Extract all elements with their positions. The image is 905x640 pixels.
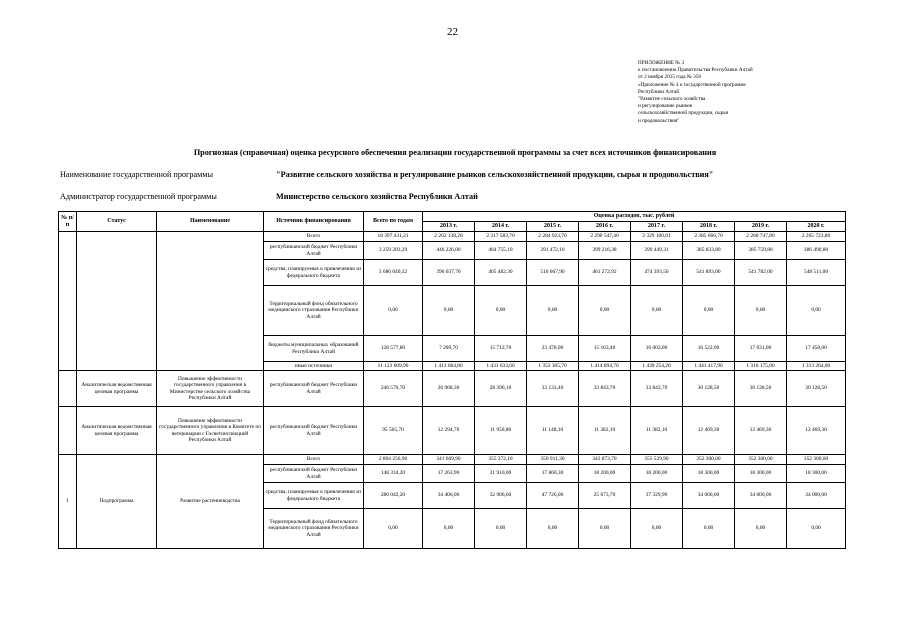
row-status: Подпрограмма — [77, 455, 157, 549]
appendix-line: «Приложение № 4 к государственной программе — [638, 81, 746, 88]
funding-source: иные источники — [264, 362, 364, 371]
year-value: 341 669,90 — [423, 455, 475, 465]
year-value: 12 469,30 — [683, 407, 735, 455]
year-value: 2 317 583,70 — [475, 232, 527, 242]
year-value: 2 263 138,20 — [423, 232, 475, 242]
year-value: 12 469,30 — [735, 407, 787, 455]
year-value: 0,00 — [527, 286, 579, 336]
year-value: 2 265 723,80 — [787, 232, 846, 242]
year-value: 352 300,00 — [787, 455, 846, 465]
header-name: Наименование — [157, 212, 264, 232]
financing-table — [58, 211, 846, 549]
year-value: 18 300,00 — [787, 465, 846, 483]
year-value: 34 406,00 — [423, 483, 475, 509]
year-value: 464 755,10 — [475, 242, 527, 260]
total-value: 280 042,20 — [364, 483, 423, 509]
header-num: № п/п — [59, 212, 77, 232]
document-title: Прогнозная (справочная) оценка ресурсного обеспечения реализации государственной программы за счет всех источников финансирования — [193, 148, 717, 157]
year-value: 0,00 — [787, 509, 846, 549]
year-value: 2 284 923,70 — [527, 232, 579, 242]
row-name: Повышение эффективности государственного управления в Министерстве сельского хозяйства Республики Алтай — [157, 371, 264, 407]
header-estimate: Оценка расходов, тыс. рублей — [423, 212, 846, 222]
year-value: 355 372,10 — [475, 455, 527, 465]
row-number: 1 — [59, 455, 77, 549]
year-value: 21 910,00 — [475, 465, 527, 483]
appendix-line: "Развитие сельского хозяйства — [638, 96, 706, 103]
year-value: 30 128,50 — [787, 371, 846, 407]
year-value: 385 759,80 — [735, 242, 787, 260]
funding-source: Территориальный фонд обязательного медицинского страхования Республики Алтай — [264, 286, 364, 336]
year-value: 17 263,90 — [423, 465, 475, 483]
year-value: 2 385 666,70 — [683, 232, 735, 242]
year-value: 461 272,92 — [579, 260, 631, 286]
year-value: 1 313 264,00 — [787, 362, 846, 371]
total-value: 3 686 040,32 — [364, 260, 423, 286]
year-value: 1 441 417,90 — [683, 362, 735, 371]
total-value: 0,00 — [364, 286, 423, 336]
year-value: 474 393,50 — [631, 260, 683, 286]
page-number: 22 — [447, 26, 458, 38]
row-number — [59, 407, 77, 455]
appendix-line: к постановлению Правительства Республики Алтай — [638, 67, 753, 74]
year-value: 30 128,50 — [683, 371, 735, 407]
appendix-line: ПРИЛОЖЕНИЕ № 3 — [638, 60, 685, 66]
header-year: 2015 г. — [527, 222, 579, 232]
row-status: Аналитическая ведомственная целевая программа — [77, 407, 157, 455]
year-value: 15 163,40 — [579, 336, 631, 362]
year-value: 17 031,00 — [735, 336, 787, 362]
year-value: 34 000,00 — [735, 483, 787, 509]
year-value: 34 000,00 — [787, 483, 846, 509]
year-value: 541 893,00 — [683, 260, 735, 286]
funding-source: средства, планируемые к привлечению из федерального бюджета — [264, 260, 364, 286]
funding-source: средства, планируемые к привлечению из федерального бюджета — [264, 483, 364, 509]
year-value: 0,00 — [787, 286, 846, 336]
table-row — [59, 232, 846, 242]
year-value: 0,00 — [683, 509, 735, 549]
year-value: 15 712,70 — [475, 336, 527, 362]
year-value: 350 911,30 — [527, 455, 579, 465]
row-status — [77, 232, 157, 371]
funding-source: республиканский бюджет Республики Алтай — [264, 465, 364, 483]
year-value: 399 449,31 — [631, 242, 683, 260]
year-value: 1 439 254,20 — [631, 362, 683, 371]
year-value: 352 300,00 — [683, 455, 735, 465]
year-value: 1 413 664,80 — [423, 362, 475, 371]
total-value: 95 565,70 — [364, 407, 423, 455]
row-status: Аналитическая ведомственная целевая программа — [77, 371, 157, 407]
total-value: 148 334,20 — [364, 465, 423, 483]
year-value: 11 950,80 — [475, 407, 527, 455]
total-value: 11 123 609,90 — [364, 362, 423, 371]
header-year: 2019 г. — [735, 222, 787, 232]
year-value: 0,00 — [579, 509, 631, 549]
year-value: 33 843,70 — [631, 371, 683, 407]
year-value: 23 478,00 — [527, 336, 579, 362]
year-value: 541 782,00 — [735, 260, 787, 286]
admin-value: Министерство сельского хозяйства Республики Алтай — [276, 192, 478, 201]
year-value: 0,00 — [735, 286, 787, 336]
row-name — [157, 232, 264, 371]
total-value: 246 570,70 — [364, 371, 423, 407]
year-value: 355 529,90 — [631, 455, 683, 465]
program-label: Наименование государственной программы — [60, 170, 213, 179]
appendix-line: Республики Алтай — [638, 88, 680, 95]
year-value: 343 873,70 — [579, 455, 631, 465]
year-value: 33 133,40 — [527, 371, 579, 407]
table-row — [59, 407, 846, 455]
program-row — [60, 170, 713, 179]
year-value: 33 843,70 — [579, 371, 631, 407]
funding-source: бюджеты муниципальных образований Республики Алтай — [264, 336, 364, 362]
year-value: 7 209,70 — [423, 336, 475, 362]
year-value: 0,00 — [683, 286, 735, 336]
year-value: 0,00 — [423, 286, 475, 336]
year-value: 386 490,80 — [787, 242, 846, 260]
year-value: 385 833,80 — [683, 242, 735, 260]
program-value: "Развитие сельского хозяйства и регулирование рынков сельскохозяйственной продукции, сырья и продовольствия" — [276, 170, 714, 179]
year-value: 0,00 — [423, 509, 475, 549]
appendix-line: и регулирование рынков — [638, 103, 693, 110]
appendix-note — [638, 60, 788, 125]
funding-source: Всего — [264, 455, 364, 465]
year-value: 1 414 894,70 — [579, 362, 631, 371]
total-value: 0,00 — [364, 509, 423, 549]
year-value: 1 431 633,60 — [475, 362, 527, 371]
funding-source: Территориальный фонд обязательного медицинского страхования Республики Алтай — [264, 509, 364, 549]
year-value: 12 294,70 — [423, 407, 475, 455]
year-value: 26 968,30 — [423, 371, 475, 407]
year-value: 1 316 175,00 — [735, 362, 787, 371]
funding-source: республиканский бюджет Республики Алтай — [264, 242, 364, 260]
header-year: 2013 г. — [423, 222, 475, 232]
year-value: 0,00 — [475, 286, 527, 336]
year-value: 11 382,10 — [631, 407, 683, 455]
year-value: 352 300,00 — [735, 455, 787, 465]
year-value: 18 200,00 — [579, 465, 631, 483]
admin-label: Администратор государственной программы — [60, 192, 217, 201]
year-value: 0,00 — [631, 286, 683, 336]
row-number — [59, 371, 77, 407]
header-year: 2017 г. — [631, 222, 683, 232]
year-value: 391 472,10 — [527, 242, 579, 260]
year-value: 32 906,60 — [475, 483, 527, 509]
header-year: 2016 г. — [579, 222, 631, 232]
appendix-line: от 2 ноября 2015 года № 358 — [638, 74, 701, 81]
year-value: 47 726,00 — [527, 483, 579, 509]
total-value: 18 397 431,21 — [364, 232, 423, 242]
row-name: Развитие растениеводства — [157, 455, 264, 549]
year-value: 0,00 — [631, 509, 683, 549]
header-total: Всего по годам — [364, 212, 423, 232]
year-value: 11 382,10 — [579, 407, 631, 455]
year-value: 0,00 — [527, 509, 579, 549]
row-number — [59, 232, 77, 371]
year-value: 28 396,10 — [475, 371, 527, 407]
table-row — [59, 371, 846, 407]
year-value: 516 667,90 — [527, 260, 579, 286]
header-source: Источник финансирования — [264, 212, 364, 232]
row-name: Повышение эффективности государственного управления в Комитете по ветеринарии с Госветинспекцией Республики Алтай — [157, 407, 264, 455]
year-value: 12 469,30 — [787, 407, 846, 455]
header-year: 2020 г. — [787, 222, 846, 232]
year-value: 0,00 — [735, 509, 787, 549]
year-value: 2 329 100,01 — [631, 232, 683, 242]
year-value: 18 300,00 — [735, 465, 787, 483]
appendix-line: и продовольствия" — [638, 117, 680, 124]
year-value: 30 128,50 — [735, 371, 787, 407]
year-value: 1 353 305,70 — [527, 362, 579, 371]
year-value: 2 260 747,80 — [735, 232, 787, 242]
year-value: 16 522,00 — [683, 336, 735, 362]
year-value: 399 216,38 — [579, 242, 631, 260]
appendix-line: сельскохозяйственной продукции, сырья — [638, 110, 728, 117]
year-value: 0,00 — [579, 286, 631, 336]
year-value: 34 000,00 — [683, 483, 735, 509]
year-value: 18 200,00 — [631, 465, 683, 483]
table-row — [59, 455, 846, 465]
year-value: 2 290 547,40 — [579, 232, 631, 242]
header-status: Статус — [77, 212, 157, 232]
total-value: 128 577,80 — [364, 336, 423, 362]
year-value: 37 329,90 — [631, 483, 683, 509]
year-value: 548 511,00 — [787, 260, 846, 286]
funding-source: республиканский бюджет Республики Алтай — [264, 407, 364, 455]
year-value: 18 300,00 — [683, 465, 735, 483]
total-value: 2 804 256,90 — [364, 455, 423, 465]
header-year: 2018 г. — [683, 222, 735, 232]
funding-source: Всего — [264, 232, 364, 242]
funding-source: республиканский бюджет Республики Алтай — [264, 371, 364, 407]
year-value: 405 482,30 — [475, 260, 527, 286]
year-value: 25 673,70 — [579, 483, 631, 509]
year-value: 0,00 — [475, 509, 527, 549]
total-value: 3 259 203,29 — [364, 242, 423, 260]
year-value: 17 458,00 — [787, 336, 846, 362]
year-value: 16 003,00 — [631, 336, 683, 362]
year-value: 11 148,10 — [527, 407, 579, 455]
year-value: 396 037,70 — [423, 260, 475, 286]
header-year: 2014 г. — [475, 222, 527, 232]
year-value: 446 226,00 — [423, 242, 475, 260]
admin-row — [60, 192, 478, 201]
year-value: 17 860,30 — [527, 465, 579, 483]
